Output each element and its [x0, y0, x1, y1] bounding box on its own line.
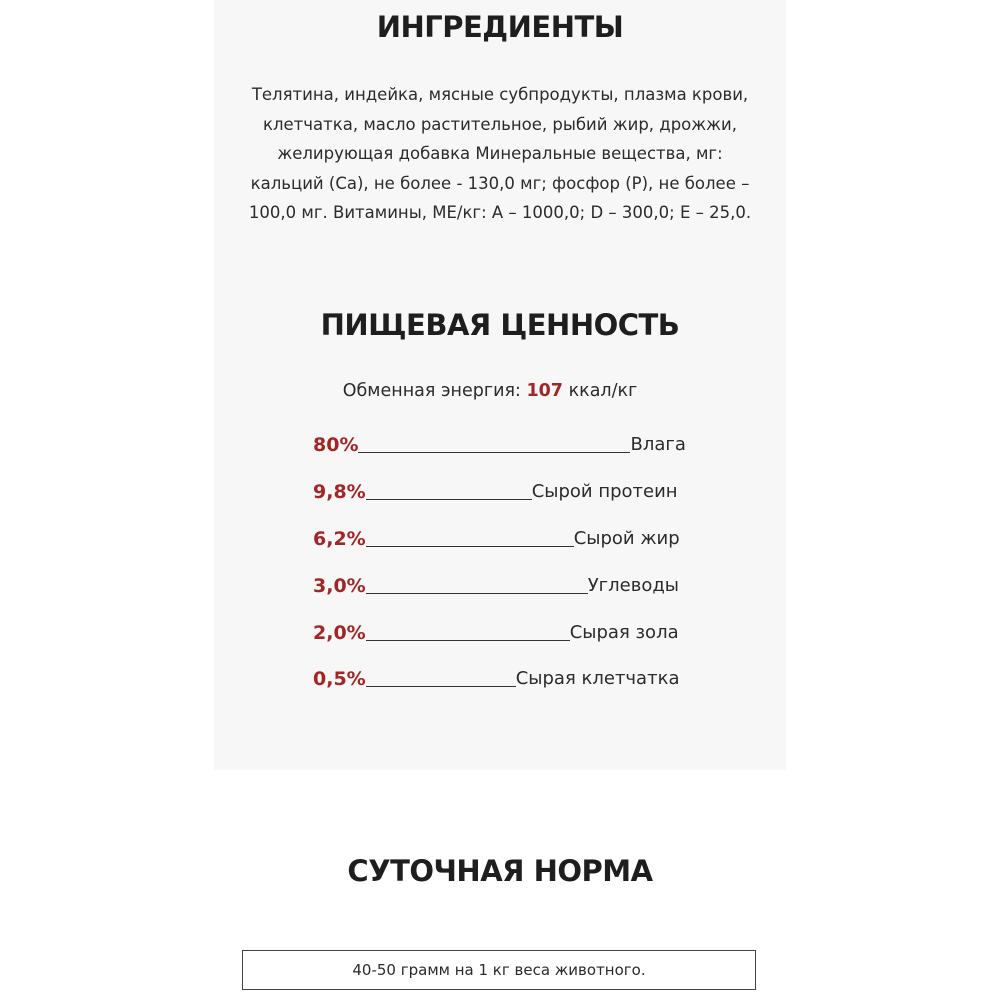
nutrient-percent: 80% [313, 434, 359, 456]
daily-norm-text: 40-50 грамм на 1 кг веса животного. [352, 961, 646, 979]
energy-label: Обменная энергия: [342, 381, 521, 401]
nutrient-percent: 9,8% [313, 481, 366, 503]
leader-line [366, 546, 574, 547]
energy-unit: ккал/кг [568, 381, 638, 401]
nutrient-row-protein [313, 473, 678, 503]
ingredients-line: кальций (Са), не более - 130,0 мг; фосфор (Р), не более – [250, 173, 750, 193]
leader-line [366, 593, 588, 594]
nutrient-label: Углеводы [587, 575, 679, 596]
leader-line [366, 686, 516, 687]
nutrient-row-carbs [313, 567, 679, 597]
nutrient-row-ash [313, 614, 679, 644]
ingredients-heading: ИНГРЕДИЕНТЫ [376, 10, 624, 44]
nutrient-percent: 0,5% [313, 668, 366, 690]
daily-norm-heading: СУТОЧНАЯ НОРМА [347, 854, 653, 888]
leader-line [366, 499, 532, 500]
nutrient-label: Сырой жир [573, 528, 680, 549]
nutrient-label: Сырой протеин [531, 481, 678, 502]
ingredients-line: клетчатка, масло растительное, рыбий жир, дрожжи, [263, 114, 737, 134]
nutrient-row-fat [313, 520, 680, 550]
energy-value: 107 [526, 381, 563, 401]
nutrient-row-moisture [313, 426, 686, 456]
ingredients-text [0, 80, 1000, 228]
nutrient-percent: 2,0% [313, 622, 366, 644]
nutrition-heading: ПИЩЕВАЯ ЦЕННОСТЬ [320, 308, 680, 342]
nutrient-label: Сырая зола [569, 622, 679, 643]
nutrient-label: Сырая клетчатка [515, 668, 680, 689]
leader-line [358, 452, 630, 453]
ingredients-line: 100,0 мг. Витамины, МЕ/кг: А – 1000,0; D – 300,0; E – 25,0. [248, 203, 752, 222]
nutrient-percent: 3,0% [313, 575, 366, 597]
leader-line [366, 640, 570, 641]
nutrient-row-fiber [313, 660, 679, 690]
daily-norm-box [242, 950, 756, 990]
nutrient-label: Влага [630, 434, 686, 455]
ingredients-line: желирующая добавка Минеральные вещества, мг: [277, 144, 723, 163]
ingredients-line: Телятина, индейка, мясные субпродукты, плазма крови, [251, 85, 749, 104]
energy-line [0, 381, 980, 401]
nutrient-percent: 6,2% [313, 528, 366, 550]
